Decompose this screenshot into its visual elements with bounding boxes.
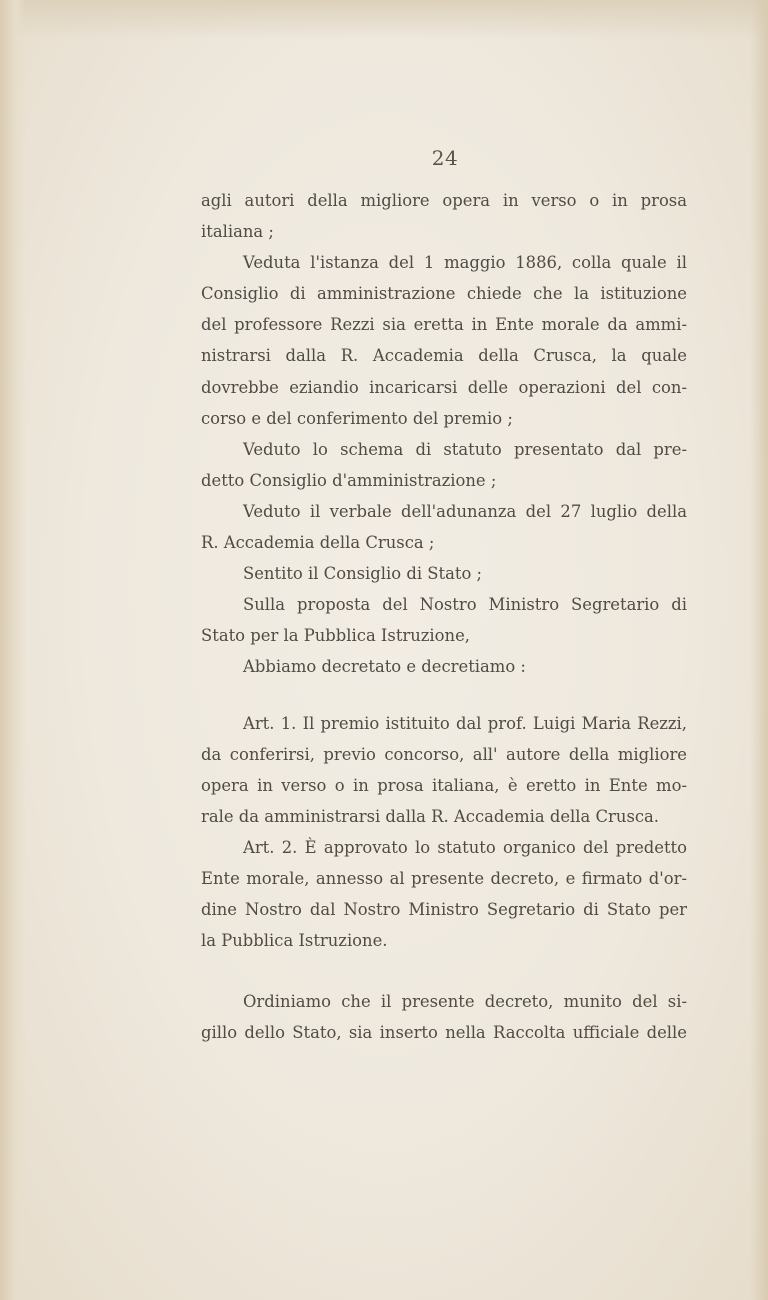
- text-line: Ordiniamo che il presente decreto, munito del si-: [243, 992, 687, 1012]
- paragraph: [201, 589, 687, 651]
- text-line: opera in verso o in prosa italiana, è eretto in Ente mo-: [201, 775, 687, 795]
- body-text: [201, 185, 687, 1048]
- text-line: Consiglio di amministrazione chiede che la istituzione: [201, 284, 687, 304]
- text-line: agli autori della migliore opera in verso o in prosa: [201, 191, 687, 210]
- text-line: Art. 1. Il premio istituito dal prof. Luigi Maria Rezzi,: [243, 713, 687, 733]
- text-line: Veduta l'istanza del 1 maggio 1886, colla quale il: [243, 253, 687, 273]
- text-line: Art. 2. È approvato lo statuto organico del predetto: [243, 837, 687, 857]
- text-line: italiana ;: [201, 222, 274, 242]
- paragraph-article-2: [201, 832, 687, 956]
- paragraph: [201, 247, 687, 434]
- text-line: nistrarsi dalla R. Accademia della Crusca, la quale: [201, 346, 687, 366]
- text-line: detto Consiglio d'amministrazione ;: [201, 470, 497, 490]
- text-line: R. Accademia della Crusca ;: [201, 533, 435, 553]
- text-line: Stato per la Pubblica Istruzione,: [201, 626, 471, 646]
- paragraph: [201, 496, 687, 558]
- paragraph-article-1: [201, 708, 687, 832]
- paragraph: [201, 185, 687, 247]
- text-line: Sulla proposta del Nostro Ministro Segretario di: [243, 595, 687, 615]
- text-line: Veduto lo schema di statuto presentato dal pre-: [243, 439, 687, 459]
- text-line: Veduto il verbale dell'adunanza del 27 luglio della: [243, 501, 687, 521]
- text-line: rale da amministrarsi dalla R. Accademia della Crusca.: [201, 806, 660, 826]
- text-line: la Pubblica Istruzione.: [201, 931, 388, 951]
- page-shadow-top: [0, 0, 768, 40]
- section-gap: [201, 956, 687, 986]
- text-line: corso e del conferimento del premio ;: [201, 408, 513, 428]
- text-line: Sentito il Consiglio di Stato ;: [243, 564, 483, 584]
- page-shadow-left: [0, 0, 26, 1300]
- section-gap: [201, 683, 687, 708]
- text-line: Abbiamo decretato e decretiamo :: [243, 657, 526, 677]
- text-line: Ente morale, annesso al presente decreto, e firmato d'or-: [201, 868, 687, 888]
- page-number: 24: [431, 146, 459, 170]
- page-shadow-right: [750, 0, 768, 1300]
- text-line: del professore Rezzi sia eretta in Ente morale da ammi-: [201, 315, 687, 335]
- text-line: dovrebbe eziandio incaricarsi delle operazioni del con-: [201, 377, 687, 397]
- paragraph: [201, 558, 687, 589]
- paragraph: [201, 986, 687, 1048]
- paragraph: [201, 651, 687, 682]
- text-line: dine Nostro dal Nostro Ministro Segretario di Stato per: [201, 900, 687, 920]
- text-line: gillo dello Stato, sia inserto nella Raccolta ufficiale delle: [201, 1023, 687, 1043]
- paragraph: [201, 434, 687, 496]
- text-line: da conferirsi, previo concorso, all' autore della migliore: [201, 744, 687, 764]
